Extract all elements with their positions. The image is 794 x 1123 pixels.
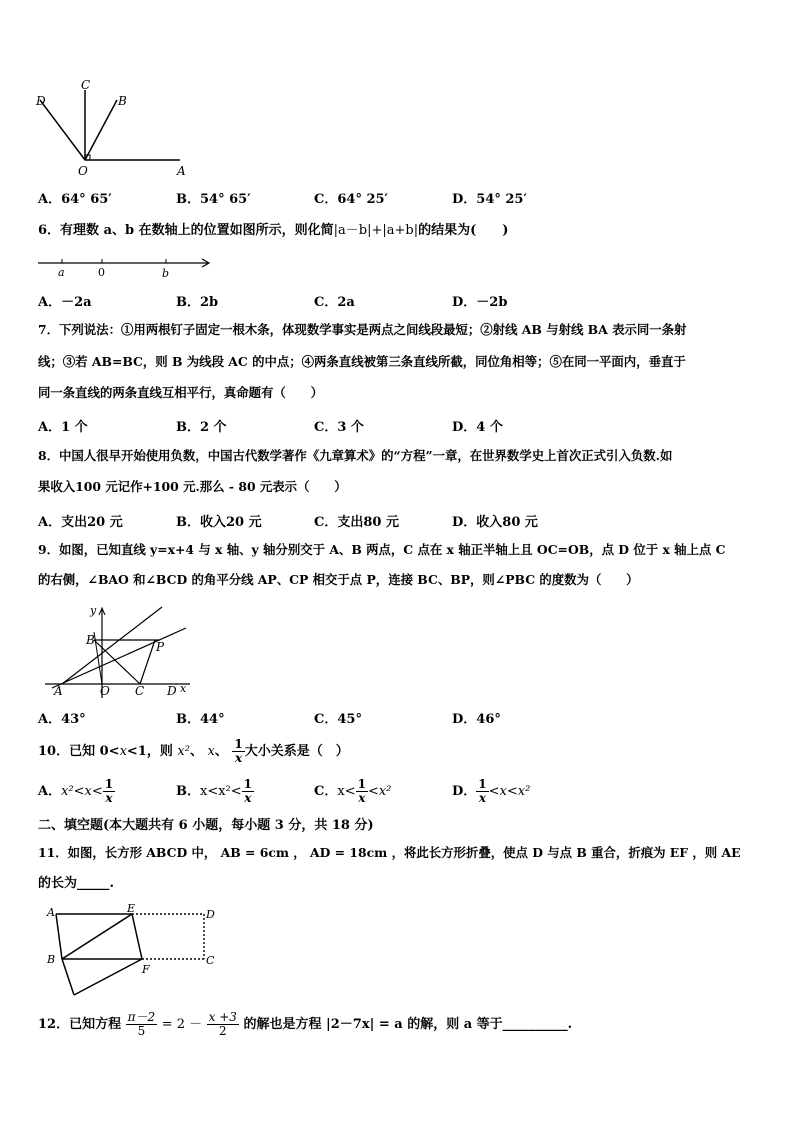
q10-stem xyxy=(38,735,349,769)
q5-option-a[interactable]: A．64° 65′ xyxy=(38,192,112,207)
number-line-figure xyxy=(38,255,218,281)
q7-option-b[interactable]: B．2 个 xyxy=(176,420,227,435)
q9-option-b[interactable]: B．44° xyxy=(176,712,225,727)
q8-option-d[interactable]: D．收入80 元 xyxy=(452,515,538,530)
q10-suffix: 大小关系是（ ） xyxy=(244,744,349,759)
q6-option-c[interactable]: C．2a xyxy=(314,295,355,310)
rectangle-fold-figure xyxy=(44,902,224,1002)
q10-option-d[interactable]: D． $\frac{1}{x}$ <x<x² xyxy=(452,777,531,805)
q10-x-b: x xyxy=(207,744,215,759)
fig11-label-F: F xyxy=(142,963,150,976)
q10-prefix: 10．已知 0< xyxy=(38,744,120,759)
label-D: D xyxy=(36,94,46,108)
q11-line-1: 11．如图，长方形 ABCD 中， AB = 6cm ， AD = 18cm ，将此长方形折叠，使点 D 与点 B 重合，折痕为 EF ，则 AE xyxy=(38,845,741,860)
q8-option-a[interactable]: A．支出20 元 xyxy=(38,515,123,530)
q9-option-a[interactable]: A．43° xyxy=(38,712,86,727)
label-O: O xyxy=(78,164,88,178)
q7-line-3: 同一条直线的两条直线互相平行，真命题有（ ） xyxy=(38,385,323,400)
axis-label-b: b xyxy=(162,267,170,280)
q6-suffix: 的结果为( ) xyxy=(418,223,509,238)
section-2-heading: 二、填空题(本大题共有 6 小题，每小题 3 分，共 18 分) xyxy=(38,818,374,833)
q12-blank[interactable]: __________. xyxy=(502,1017,573,1032)
fig11-label-B: B xyxy=(47,953,56,966)
q6-option-d[interactable]: D．－2b xyxy=(452,295,508,310)
q8-option-b[interactable]: B．收入20 元 xyxy=(176,515,262,530)
fig11-label-E: E xyxy=(127,902,136,915)
fig9-label-y: y xyxy=(90,604,97,617)
q9-option-c[interactable]: C．45° xyxy=(314,712,362,727)
q8-line-2: 果收入100 元记作+100 元.那么 - 80 元表示（ ） xyxy=(38,479,347,494)
q9-line-2: 的右侧，∠BAO 和∠BCD 的角平分线 AP、CP 相交于点 P，连接 BC、BP，则∠PBC 的度数为（ ） xyxy=(38,572,639,587)
q6-prefix: 6．有理数 a、b 在数轴上的位置如图所示，则化简 xyxy=(38,223,334,238)
q12-mid: 的解也是方程 |2－7x| = a 的解，则 a 等于 xyxy=(243,1017,503,1032)
axis-label-a: a xyxy=(58,266,65,279)
coordinate-figure xyxy=(40,602,200,700)
fig9-label-D: D xyxy=(167,684,177,698)
q6-option-b[interactable]: B．2b xyxy=(176,295,219,310)
q8-line-1: 8．中国人很早开始使用负数，中国古代数学著作《九章算术》的“方程”一章，在世界数学史上首次正式引入负数.如 xyxy=(38,448,673,463)
q6-expr: |a－b|+|a+b| xyxy=(333,223,419,238)
q10-option-c[interactable]: C．x< $\frac{1}{x}$ <x² xyxy=(314,777,392,805)
q7-line-1: 7．下列说法：①用两根钉子固定一根木条，体现数学事实是两点之间线段最短；②射线 AB 与射线 BA 表示同一条射 xyxy=(38,322,687,337)
label-B: B xyxy=(118,94,127,108)
q10-fraction: $\frac{1}{x}$ xyxy=(234,737,243,765)
fig9-label-B: B xyxy=(86,633,95,647)
q10-sep: 、 xyxy=(189,744,203,759)
fig9-label-O: O xyxy=(100,684,110,698)
fig9-label-P: P xyxy=(156,640,165,654)
q9-line-1: 9．如图，已知直线 y=x+4 与 x 轴、y 轴分别交于 A、B 两点，C 点在 x 轴正半轴上且 OC=OB，点 D 位于 x 轴上点 C xyxy=(38,542,726,557)
fig9-label-x: x xyxy=(180,682,187,695)
q12-prefix: 12．已知方程 xyxy=(38,1017,122,1032)
q10-option-a[interactable]: A．x²<x< $\frac{1}{x}$ xyxy=(38,777,114,805)
label-A: A xyxy=(177,164,186,178)
fig9-label-C: C xyxy=(135,684,145,698)
q7-option-d[interactable]: D．4 个 xyxy=(452,420,503,435)
q7-option-a[interactable]: A．1 个 xyxy=(38,420,88,435)
q12-stem xyxy=(38,1008,572,1042)
q7-line-2: 线；③若 AB=BC，则 B 为线段 AC 的中点；④两条直线被第三条直线所截，同位角相等；⑤在同一平面内，垂直于 xyxy=(38,354,686,369)
fig11-label-C: C xyxy=(206,954,215,967)
fig11-label-D: D xyxy=(206,908,215,921)
q12-fraction-1: $\frac{\pi-2}{5}$ xyxy=(127,1010,156,1038)
q10-x2: x² xyxy=(177,744,190,759)
q12-fraction-2: $\frac{x +3}{2}$ xyxy=(208,1010,237,1038)
fig11-label-A: A xyxy=(47,906,55,919)
q10-x: x xyxy=(119,744,127,759)
q10-option-b[interactable]: B．x<x²< $\frac{1}{x}$ xyxy=(176,777,253,805)
q6-option-a[interactable]: A．－2a xyxy=(38,295,92,310)
q10-mid: <1，则 xyxy=(126,744,173,759)
q12-eq: = 2 － xyxy=(161,1017,203,1032)
q5-option-d[interactable]: D．54° 25′ xyxy=(452,192,527,207)
q8-option-c[interactable]: C．支出80 元 xyxy=(314,515,399,530)
q11-line-2: 的长为_____. xyxy=(38,876,115,891)
q6-stem xyxy=(38,223,508,239)
q10-comma: 、 xyxy=(214,744,228,759)
q5-option-c[interactable]: C．64° 25′ xyxy=(314,192,388,207)
q7-option-c[interactable]: C．3 个 xyxy=(314,420,364,435)
axis-label-0: 0 xyxy=(98,266,105,279)
angle-figure xyxy=(30,75,200,180)
fig9-label-A: A xyxy=(54,684,63,698)
label-C: C xyxy=(81,78,91,92)
q9-option-d[interactable]: D．46° xyxy=(452,712,501,727)
q5-option-b[interactable]: B．54° 65′ xyxy=(176,192,251,207)
